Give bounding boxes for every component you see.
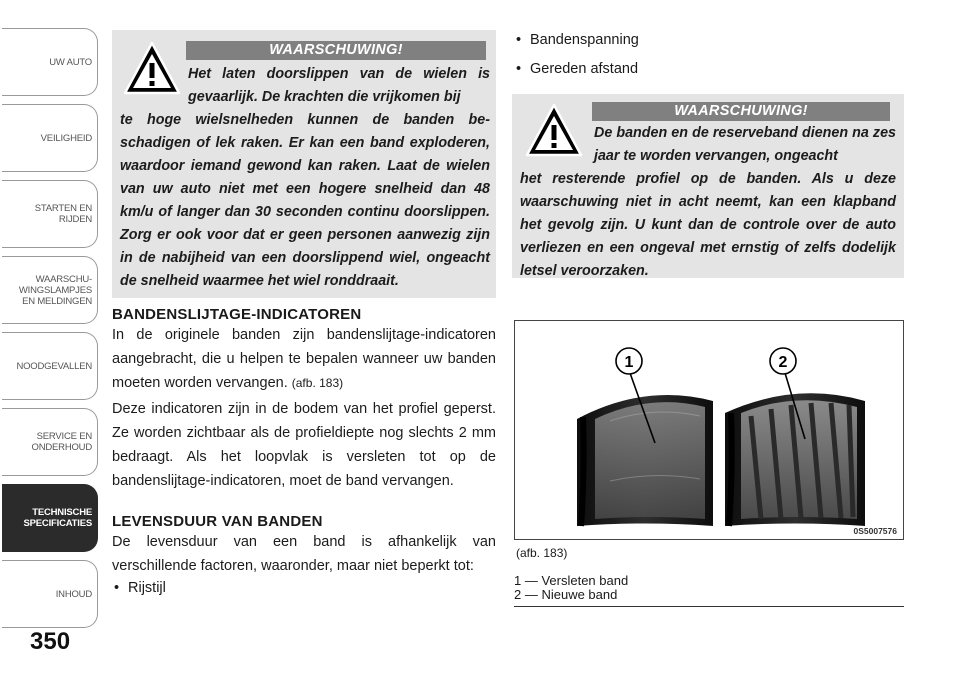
warning-heading: WAARSCHUWING! (592, 102, 890, 121)
legend-item-1: 1 — Versleten band (514, 573, 629, 588)
tab-label: WINGSLAMPJES (18, 284, 92, 296)
figure-reference[interactable]: (afb. 183) (291, 376, 344, 390)
tab-label: SERVICE EN (36, 431, 92, 442)
tire-life-paragraph: De levensduur van een band is afhankelijk van verschillende factoren, waaronder, maar niet beperkt tot: (112, 534, 496, 574)
tab-uw-auto[interactable] (2, 28, 98, 96)
tire-wear-figure (514, 320, 904, 540)
new-tire (725, 393, 865, 526)
section-title-wear-indicators: BANDENSLIJTAGE-INDICATOREN (112, 306, 362, 323)
tab-label: TECHNISCHE (32, 507, 92, 518)
bullet-item: • Gereden afstand (516, 61, 638, 77)
wear-indicators-paragraph-1 (112, 323, 496, 395)
warning-text-first: De banden en de reserveband dienen na zes jaar te worden vervangen, ongeacht (594, 125, 896, 164)
tab-label: EN MELDINGEN (22, 295, 92, 307)
tab-label: ONDERHOUD (31, 442, 92, 453)
tab-waarschuwingslampjes[interactable] (2, 256, 98, 324)
wear-indicators-paragraph-2: Deze indicatoren zijn in de bodem van het profiel geperst. Ze worden zichtbaar als de profieldiepte nog slechts 2 mm bedraagt. Als het loopvlak is versleten tot op de bandenslijtage-indicatoren, moet de band vervangen. (112, 401, 496, 489)
tab-inhoud[interactable] (2, 560, 98, 628)
tab-label: VEILIGHEID (40, 132, 92, 144)
bullet-item: • Bandenspanning (516, 32, 639, 48)
tab-veiligheid[interactable] (2, 104, 98, 172)
bullet-item: • Rijstijl (114, 580, 166, 596)
warning-text-rest: het resterende profiel op de banden. Als u deze waarschuwing niet in acht neemt, kan een klapband het gevolg zijn. U kunt dan de controle over de auto verliezen en een ongeval met ernstig of zelfs dodelijk letsel veroorzaken. (520, 171, 896, 279)
legend-item-2: 2 — Nieuwe band (514, 587, 618, 602)
tab-label: NOODGEVALLEN (16, 360, 92, 372)
warning-heading: WAARSCHUWING! (186, 41, 486, 60)
callout-2: 2 (778, 354, 788, 371)
tab-label: STARTEN EN (34, 203, 92, 214)
tab-label: INHOUD (55, 588, 92, 600)
warning-box-wheelspin (112, 30, 496, 298)
tab-label: SPECIFICATIES (23, 518, 92, 529)
callout-1: 1 (624, 354, 634, 371)
section-title-tire-life: LEVENSDUUR VAN BANDEN (112, 513, 323, 530)
warning-text-rest: te hoge wielsnelheden kunnen de banden beschadigen of lek raken. Er kan een band exploderen, waardoor iemand gewond kan raken. Laat de wielen van uw auto niet met een hogere snelheid dan 48 km/u of langer dan 30 seconden continu doorslippen. Zorg er ook voor dat er geen personen aanwezig zijn in de nabijheid van een doorslippend wiel, ongeacht de snelheid waarmee het wiel ronddraait. (120, 112, 490, 289)
warning-text (520, 122, 896, 283)
tab-label: WAARSCHU- (35, 273, 92, 285)
figure-ref-label: (afb. 183) (516, 546, 568, 560)
warning-box-tire-age (512, 94, 904, 278)
tab-label: UW AUTO (49, 56, 92, 68)
page-number: 350 (30, 628, 71, 655)
tab-noodgevallen[interactable] (2, 332, 98, 400)
caption-divider (514, 606, 904, 607)
warning-text (120, 63, 490, 293)
tab-label: RIJDEN (58, 214, 92, 225)
figure-code: 0S5007576 (853, 526, 897, 536)
warning-text-first: Het laten doorslippen van de wielen is gevaarlijk. De krachten die vrijkomen bij (188, 66, 490, 105)
tire-comparison-illustration (515, 321, 904, 540)
tab-technische-specificaties[interactable] (2, 484, 98, 552)
tab-service-en-onderhoud[interactable] (2, 408, 98, 476)
tab-starten-en-rijden[interactable] (2, 180, 98, 248)
paragraph-text: In de originele banden zijn bandenslijtage-indicatoren aangebracht, die u helpen te bepalen wanneer uw banden moeten worden vervangen. (112, 327, 496, 391)
